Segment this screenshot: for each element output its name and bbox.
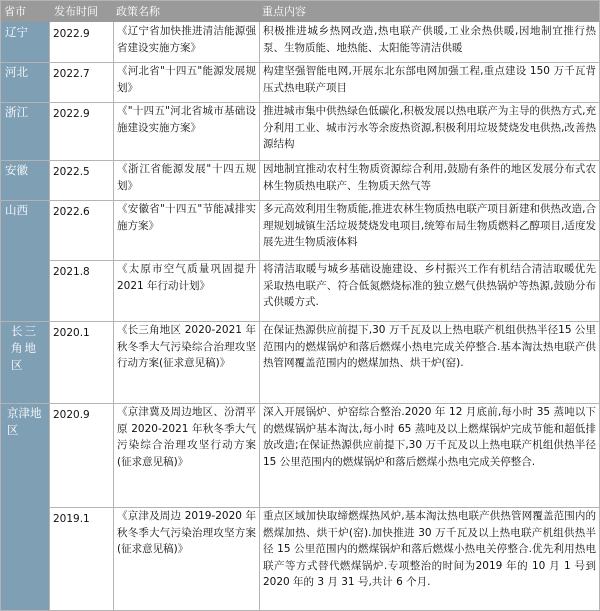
policy-cell: 《京津冀及周边地区、汾渭平原 2020-2021 年秋冬季大气污染综合治理攻坚行动方案(征求意见稿)》 — [117, 406, 256, 468]
province-cell: 辽宁 — [1, 22, 49, 62]
province-cell: 京津地区 — [1, 403, 49, 610]
content-cell: 将清洁取暖与城乡基础设施建设、乡村振兴工作有机结合清洁取暖优先采取热电联产、符合低氮燃烧标准的独立燃气供热锅炉等热源,鼓励分布式供暖方式. — [263, 263, 596, 309]
content-cell: 构建坚强智能电网,开展东北东部电网加强工程,重点建设 150 万千瓦背压式热电联产项目 — [263, 65, 596, 94]
grid-line — [1, 321, 599, 322]
grid-line — [49, 22, 50, 610]
header-date: 发布时间 — [54, 5, 98, 18]
date-cell: 2021.8 — [53, 266, 90, 278]
province-cell: 浙江 — [1, 102, 49, 160]
date-cell: 2019.1 — [53, 513, 90, 525]
date-cell: 2022.7 — [53, 68, 90, 80]
header-content: 重点内容 — [262, 5, 306, 18]
date-cell: 2022.6 — [53, 206, 90, 218]
content-cell: 在保证热源供应前提下,30 万千瓦及以上热电联产机组供热半径15 公里范围内的燃煤锅炉和落后燃煤小热电完成关停整合.基本淘汰热电联产供热管网覆盖范围内的燃煤加热、烘干炉(窑). — [263, 324, 596, 370]
grid-line — [1, 62, 599, 63]
grid-line — [1, 160, 599, 161]
policy-cell: 《辽宁省加快推进清洁能源强省建设实施方案》 — [117, 25, 256, 54]
province-cell: 河北 — [1, 62, 49, 102]
policy-cell: 《浙江省能源发展"十四五规划》 — [117, 163, 256, 192]
date-cell: 2022.9 — [53, 28, 90, 40]
header-policy: 政策名称 — [116, 5, 160, 18]
policy-cell: 《京津及周边 2019-2020 年秋冬季大气污染治理攻坚方案(征求意见稿)》 — [117, 510, 256, 556]
content-cell: 重点区域加快取缔燃煤热风炉,基本淘汰热电联产供热管网覆盖范围内的燃煤加热、烘干炉(窑).加快推进 30 万千瓦及以上热电联产机组供热半径 15 公里范围内的燃煤锅炉和落后燃煤小热电关停整合.优先利用热电联产等方式替代燃煤锅炉.专项整治的时间为2019 年的 10 月 1 号到 2020 年的 3 月 31 号,共计 6 个月. — [263, 510, 596, 589]
grid-line — [259, 22, 260, 610]
grid-line — [1, 200, 599, 201]
grid-line — [113, 22, 114, 610]
province-cell: 安徽 — [1, 160, 49, 200]
content-cell: 多元高效利用生物质能,推进农林生物质热电联产项目新建和供热改造,合理规划城镇生活垃圾焚烧发电项目,统筹布局生物质燃料乙醇项目,适度发展先进生物质液体料 — [263, 203, 596, 249]
policy-cell: 《"十四五"河北省城市基础设施建设实施方案》 — [117, 105, 256, 134]
grid-line — [1, 102, 599, 103]
province-cell: 长三角地区 — [1, 321, 49, 403]
content-cell: 因地制宜推动农村生物质资源综合利用,鼓励有条件的地区发展分布式农林生物质热电联产、生物质天然气等 — [263, 163, 596, 192]
policy-cell: 《太原市空气质量巩固提升 2021 年行动计划》 — [117, 263, 256, 292]
date-cell: 2022.9 — [53, 108, 90, 120]
grid-line — [49, 260, 599, 261]
content-cell: 深入开展锅炉、炉窑综合整治.2020 年 12 月底前,每小时 35 蒸吨以下的燃煤锅炉基本淘汰,每小时 65 蒸吨及以上燃煤锅炉完成节能和超低排放改造;在保证热源供应前提下,30 万千瓦及以上热电联产机组供热半径 15 公里范围内的燃煤锅炉和落后燃煤小热电完成关停整合. — [263, 406, 596, 468]
content-cell: 推进城市集中供热绿色低碳化,积极发展以热电联产为主导的供热方式,充分利用工业、城市污水等余废热资源,积极利用垃圾焚烧发电供热,改善热源结构 — [263, 105, 596, 151]
grid-line — [49, 507, 599, 508]
content-cell: 积极推进城乡热网改造,热电联产供暖,工业余热供暖,因地制宜推行热泵、生物质能、地热能、太阳能等清洁供暖 — [263, 25, 596, 54]
date-cell: 2022.5 — [53, 166, 90, 178]
policy-cell: 《安徽省"十四五"节能减排实施方案》 — [117, 203, 256, 232]
header-province: 省市 — [4, 5, 26, 18]
province-cell: 山西 — [1, 200, 49, 321]
date-cell: 2020.9 — [53, 409, 90, 421]
policy-cell: 《河北省"十四五"能源发展规划》 — [117, 65, 256, 94]
grid-line — [1, 403, 599, 404]
date-cell: 2020.1 — [53, 327, 90, 339]
policy-cell: 《长三角地区 2020-2021 年秋冬季大气污染综合治理攻坚行动方案(征求意见稿)》 — [117, 324, 256, 370]
